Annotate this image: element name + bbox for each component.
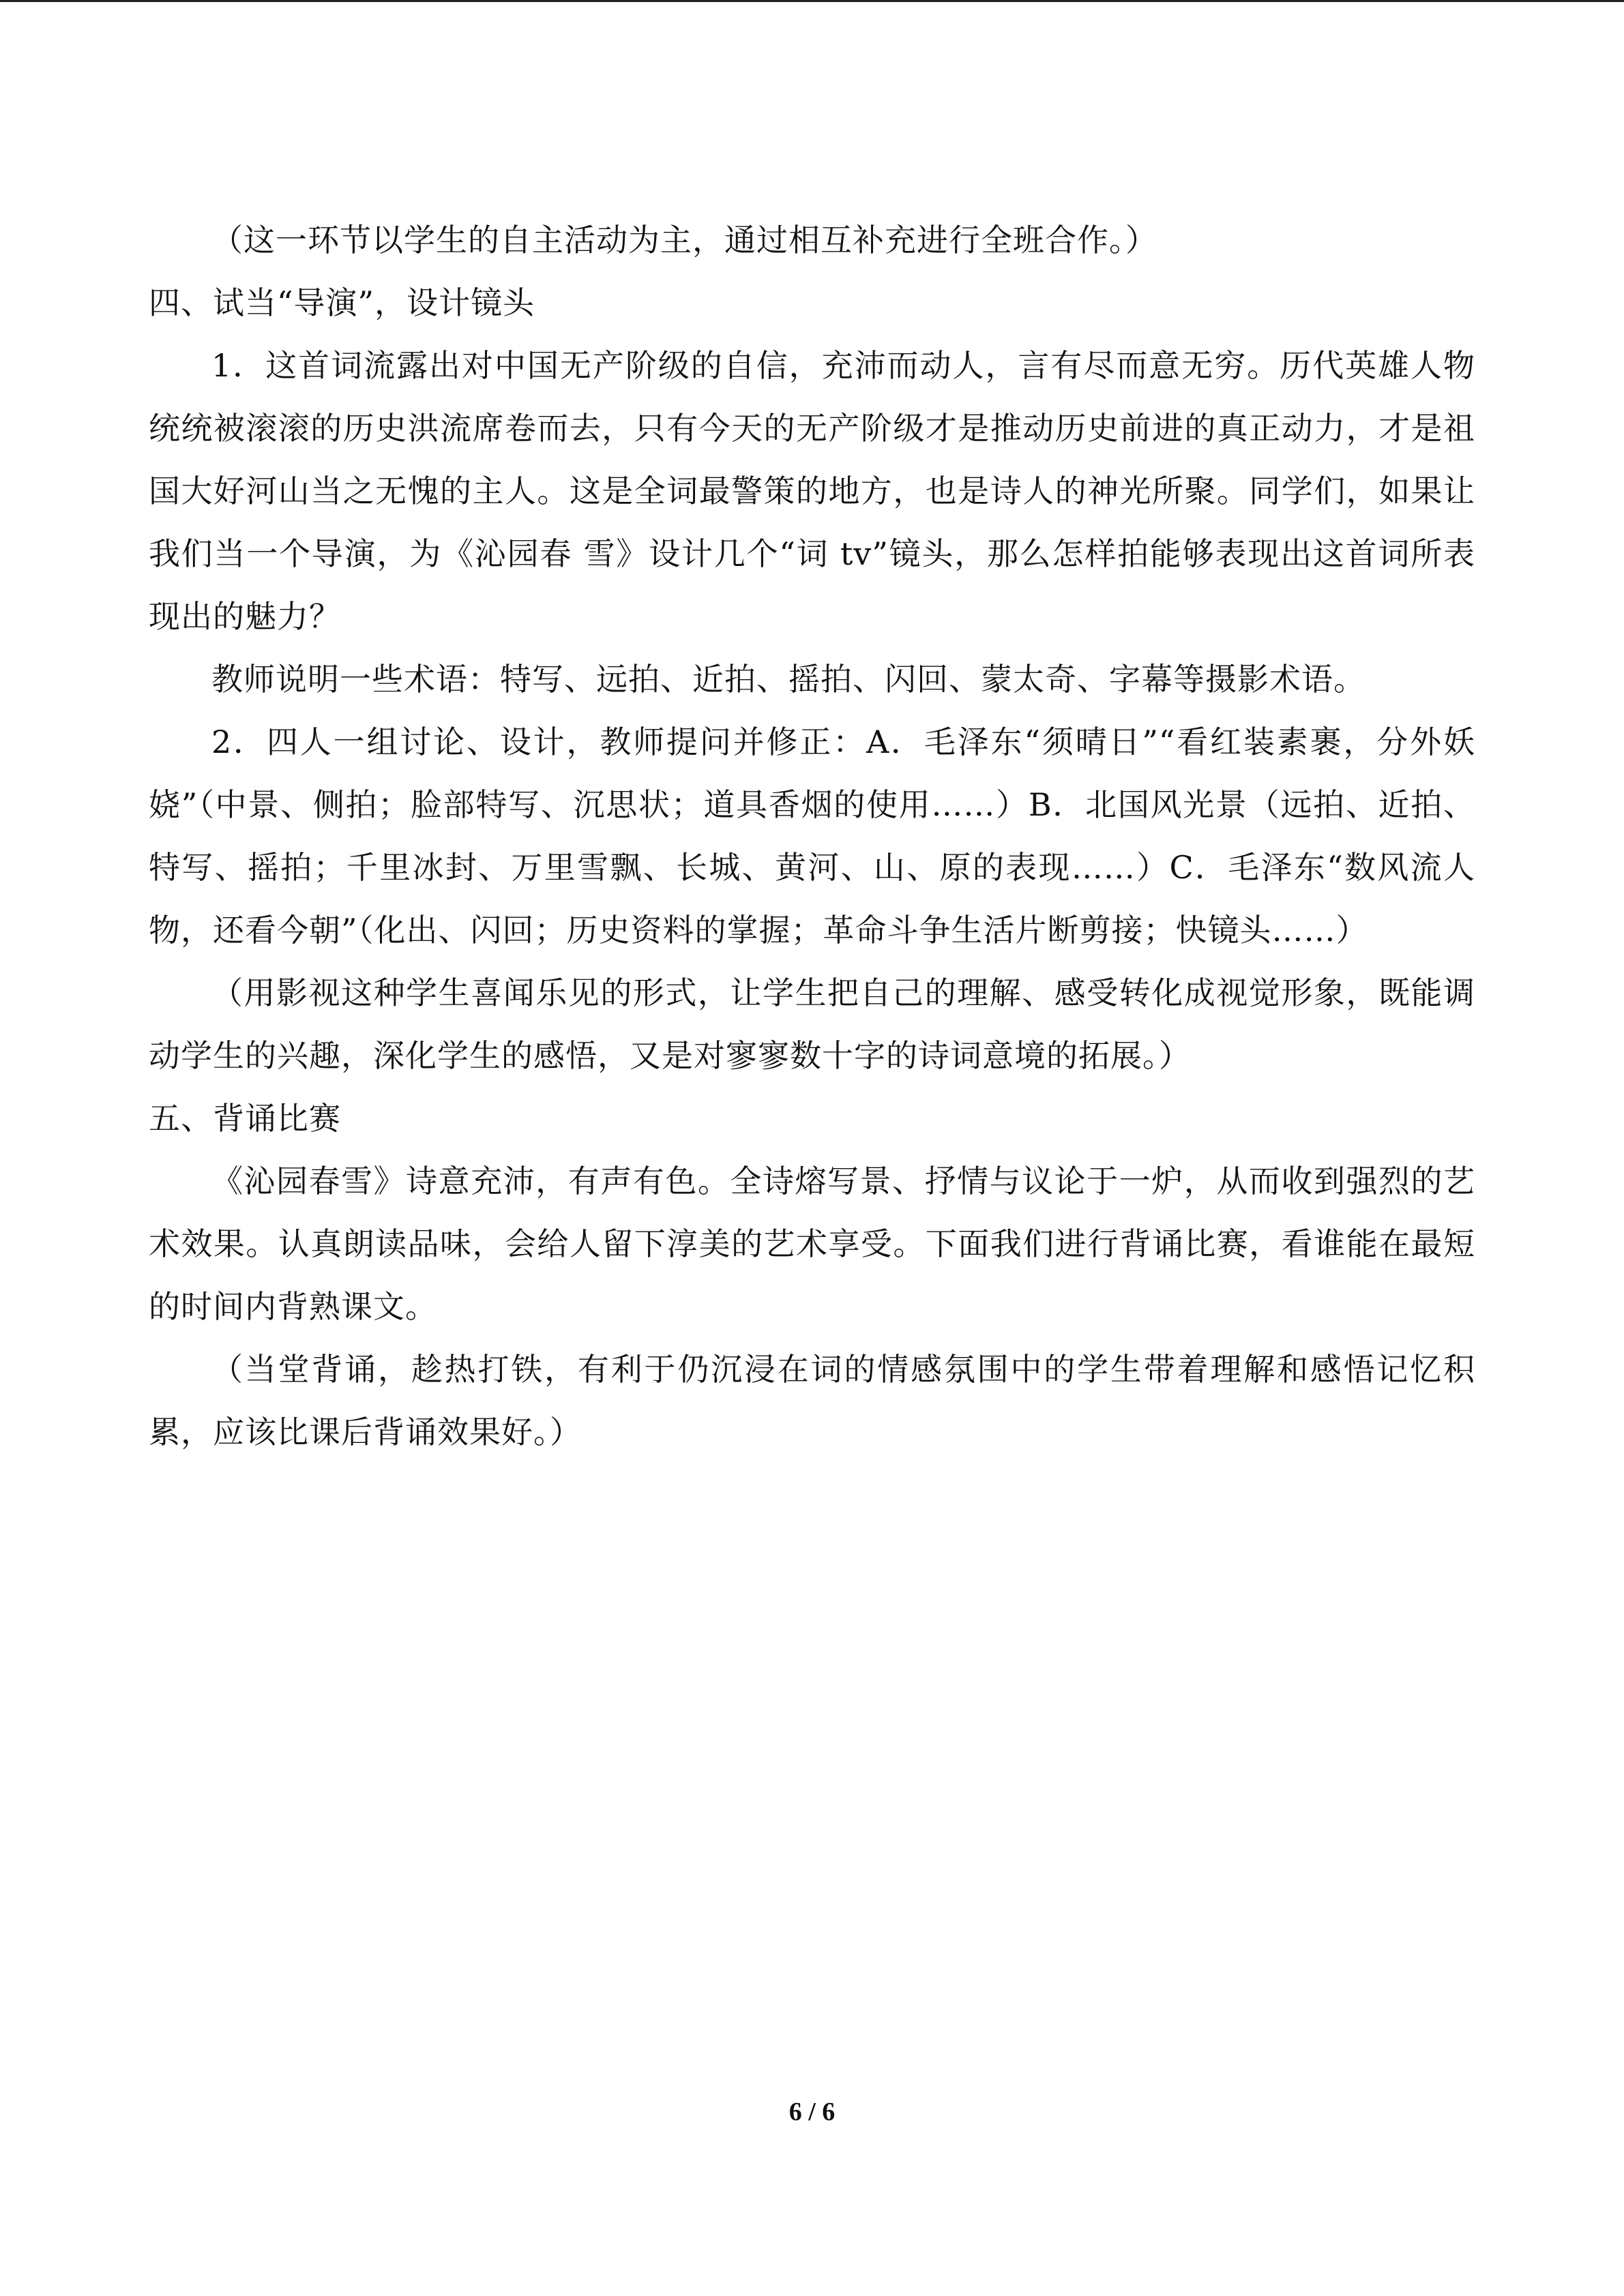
paragraph-4-2: 教师说明一些术语：特写、远拍、近拍、摇拍、闪回、蒙太奇、字幕等摄影术语。: [211, 661, 1365, 698]
paragraph-4-1: 1．这首词流露出对中国无产阶级的自信，充沛而动人，言有尽而意无穷。历代英雄人物统统被滚滚的历史洪流席卷而去，只有今天的无产阶级才是推动历史前进的真正动力，才是祖国大好河山当之无愧的主人。这是全词最警策的地方，也是诗人的神光所聚。同学们，如果让我们当一个导演，为《沁园春 雪》设计几个“词 tv”镜头，那么怎样拍能够表现出这首词所表现出的魅力？: [149, 347, 1475, 635]
teaching-note-3: （当堂背诵，趁热打铁，有利于仍沉浸在词的情感氛围中的学生带着理解和感悟记忆积累，应该比课后背诵效果好。）: [149, 1351, 1475, 1450]
page-number: 6 / 6: [788, 2098, 836, 2126]
section-heading-5: 五、背诵比赛: [149, 1100, 341, 1137]
teaching-note-1: （这一环节以学生的自主活动为主，通过相互补充进行全班合作。）: [211, 222, 1157, 258]
top-border-line: [0, 0, 1624, 2]
teaching-note-2: （用影视这种学生喜闻乐见的形式，让学生把自己的理解、感受转化成视觉形象，既能调动学生的兴趣，深化学生的感悟，又是对寥寥数十字的诗词意境的拓展。）: [149, 974, 1475, 1074]
paragraph-4-3: 2．四人一组讨论、设计，教师提问并修正：A．毛泽东“须晴日”“看红装素裹，分外妖娆”（中景、侧拍；脸部特写、沉思状；道具香烟的使用……）B．北国风光景（远拍、近拍、特写、摇拍；千里冰封、万里雪飘、长城、黄河、山、原的表现……）C．毛泽东“数风流人物，还看今朝”（化出、闪回；历史资料的掌握；革命斗争生活片断剪接；快镜头……）: [149, 724, 1475, 949]
document-body: [149, 209, 1475, 1463]
paragraph-5-1: 《沁园春雪》诗意充沛，有声有色。全诗熔写景、抒情与议论于一炉，从而收到强烈的艺术效果。认真朗读品味，会给人留下淳美的艺术享受。下面我们进行背诵比赛，看谁能在最短的时间内背熟课文。: [149, 1163, 1475, 1325]
section-heading-4: 四、试当“导演”，设计镜头: [149, 284, 535, 321]
